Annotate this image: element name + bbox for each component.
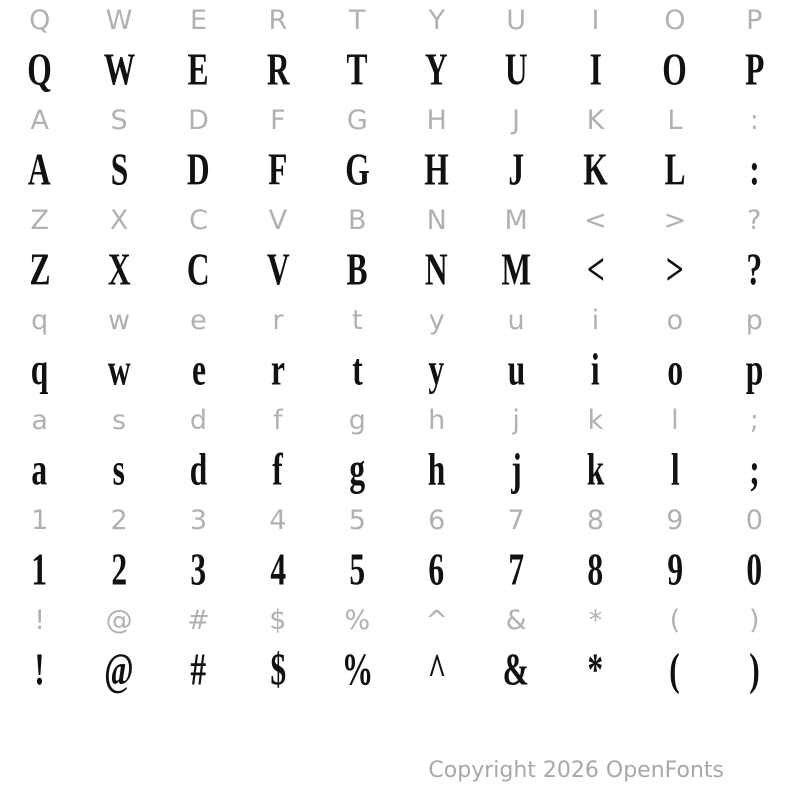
specimen-row [0,238,794,300]
key-char-reference: l [671,404,679,436]
key-char-specimen: e [191,342,206,394]
key-char-specimen: : [749,142,760,194]
key-char-reference: N [426,204,447,236]
key-char-specimen: 9 [667,542,683,594]
key-char-specimen: t [352,342,363,394]
key-char-reference: D [188,104,209,136]
key-char-specimen: f [272,442,284,494]
key-char-specimen: A [28,142,52,194]
key-char-specimen: U [504,42,528,94]
key-char-reference: 8 [586,504,605,536]
reference-row [0,400,794,440]
key-char-reference: 3 [189,504,208,536]
key-char-specimen: X [107,242,131,294]
key-char-reference: L [667,104,683,136]
specimen-row [0,638,794,700]
key-char-reference: d [189,404,208,436]
reference-row [0,500,794,540]
key-char-specimen: i [591,342,600,394]
key-char-reference: $ [269,604,287,636]
key-char-specimen: y [428,342,445,394]
key-char-reference: * [588,604,603,636]
key-char-specimen: k [586,442,605,494]
specimen-section [0,100,800,200]
key-char-specimen: T [346,42,368,94]
key-char-specimen: N [425,242,449,294]
key-char-specimen: u [507,342,525,394]
key-char-specimen: L [664,142,686,194]
key-char-reference: A [30,104,49,136]
key-char-specimen: P [744,42,764,94]
key-char-specimen: ? [746,242,763,294]
key-char-specimen: Q [27,42,52,94]
key-char-reference: P [746,4,763,36]
key-char-specimen: 6 [428,542,445,594]
key-char-reference: s [112,404,127,436]
key-char-reference: & [505,604,527,636]
key-char-reference: g [348,404,366,436]
key-char-specimen: # [190,642,207,694]
key-char-specimen: h [427,442,446,494]
key-char-reference: ) [749,604,760,636]
key-char-reference: t [352,304,363,336]
key-char-reference: 9 [666,504,684,536]
key-char-reference: H [426,104,447,136]
key-char-reference: ^ [425,604,448,636]
key-char-specimen: p [745,342,764,394]
key-char-reference: Z [30,204,49,236]
specimen-row [0,438,794,500]
key-char-reference: Q [29,4,51,36]
key-char-reference: U [506,4,526,36]
key-char-specimen: J [508,142,524,194]
reference-row [0,100,794,140]
specimen-row [0,538,794,600]
reference-row [0,0,794,40]
key-char-reference: w [108,304,131,336]
key-char-reference: E [189,4,208,36]
key-char-reference: ! [34,604,46,636]
key-char-reference: F [270,104,286,136]
key-char-reference: 2 [110,504,128,536]
specimen-row [0,38,794,100]
key-char-reference: S [110,104,128,136]
key-char-reference: : [749,104,759,136]
specimen-section [0,400,800,500]
key-char-reference: V [268,204,288,236]
key-char-specimen: l [670,442,680,494]
key-char-specimen: C [187,242,210,294]
key-char-specimen: % [341,642,374,694]
key-char-specimen: ) [749,642,760,694]
key-char-reference: K [586,104,605,136]
key-char-reference: k [587,404,604,436]
key-char-reference: I [591,4,600,36]
key-char-reference: G [346,104,368,136]
specimen-section [0,500,800,600]
key-char-specimen: D [187,142,210,194]
key-char-reference: 0 [745,504,763,536]
specimen-row [0,138,794,200]
key-char-reference: h [428,404,446,436]
key-char-reference: i [591,304,600,336]
key-char-reference: ( [669,604,681,636]
key-char-specimen: s [112,442,126,494]
key-char-specimen: 4 [270,542,286,594]
key-char-specimen: K [583,142,608,194]
key-char-reference: j [512,404,520,436]
key-char-reference: q [31,304,49,336]
copyright-notice: Copyright 2026 OpenFonts [428,758,724,783]
key-char-reference: < [584,204,607,236]
key-char-reference: Y [428,4,445,36]
key-char-reference: > [663,204,687,236]
key-char-reference: R [268,4,288,36]
key-char-specimen: o [667,342,683,394]
key-char-specimen: ^ [427,642,446,694]
key-char-specimen: < [586,242,605,294]
key-char-reference: ; [749,404,759,436]
key-char-reference: r [272,304,284,336]
key-char-specimen: g [349,442,366,494]
key-char-reference: @ [105,604,133,636]
key-char-specimen: B [346,242,368,294]
key-char-specimen: 2 [111,542,127,594]
key-char-specimen: M [501,242,531,294]
key-char-reference: e [190,304,207,336]
key-char-specimen: $ [270,642,286,694]
key-char-specimen: 8 [587,542,604,594]
key-char-specimen: 5 [349,542,366,594]
key-char-reference: C [189,204,208,236]
key-char-reference: 5 [348,504,366,536]
key-char-reference: y [428,304,445,336]
key-char-reference: J [512,104,521,136]
key-char-specimen: ! [34,642,45,694]
key-char-specimen: O [662,42,688,94]
key-char-specimen: q [30,342,49,394]
key-char-reference: u [507,304,525,336]
key-char-specimen: w [107,342,131,394]
reference-row [0,300,794,340]
key-char-specimen: d [189,442,208,494]
key-char-reference: 1 [31,504,49,536]
key-char-specimen: ( [669,642,681,694]
key-char-specimen: & [502,642,530,694]
key-char-specimen: a [31,442,48,494]
key-char-specimen: F [268,142,288,194]
specimen-section [0,300,800,400]
key-char-reference: M [504,204,528,236]
key-char-reference: # [187,604,210,636]
key-char-specimen: Z [29,242,51,294]
key-char-specimen: j [510,442,522,494]
key-char-specimen: E [187,42,209,94]
specimen-row [0,338,794,400]
specimen-section [0,600,800,700]
key-char-specimen: 1 [31,542,48,594]
key-char-reference: W [105,4,133,36]
key-char-specimen: @ [104,642,134,694]
key-char-specimen: 3 [190,542,207,594]
key-char-specimen: > [665,242,684,294]
key-char-reference: f [273,404,283,436]
key-char-specimen: W [103,42,135,94]
key-char-specimen: r [270,342,285,394]
key-char-reference: 4 [269,504,287,536]
key-char-specimen: G [345,142,370,194]
key-char-reference: 6 [428,504,446,536]
key-char-specimen: V [266,242,290,294]
key-char-reference: T [349,4,366,36]
key-char-specimen: Y [425,42,449,94]
key-char-specimen: * [587,642,604,694]
key-char-specimen: ; [749,442,760,494]
key-char-reference: ? [747,204,762,236]
reference-row [0,600,794,640]
key-char-specimen: H [424,142,449,194]
key-char-reference: o [666,304,684,336]
key-char-reference: p [745,304,763,336]
key-char-reference: O [664,4,686,36]
key-char-reference: B [348,204,367,236]
specimen-section [0,0,800,100]
key-char-specimen: I [589,42,602,94]
specimen-section [0,200,800,300]
key-char-reference: a [31,404,48,436]
key-char-specimen: S [110,142,128,194]
key-char-reference: X [109,204,129,236]
key-char-specimen: 7 [508,542,524,594]
key-char-reference: % [344,604,371,636]
key-char-reference: 7 [507,504,525,536]
key-char-specimen: 0 [746,542,763,594]
key-char-specimen: R [266,42,290,94]
reference-row [0,200,794,240]
